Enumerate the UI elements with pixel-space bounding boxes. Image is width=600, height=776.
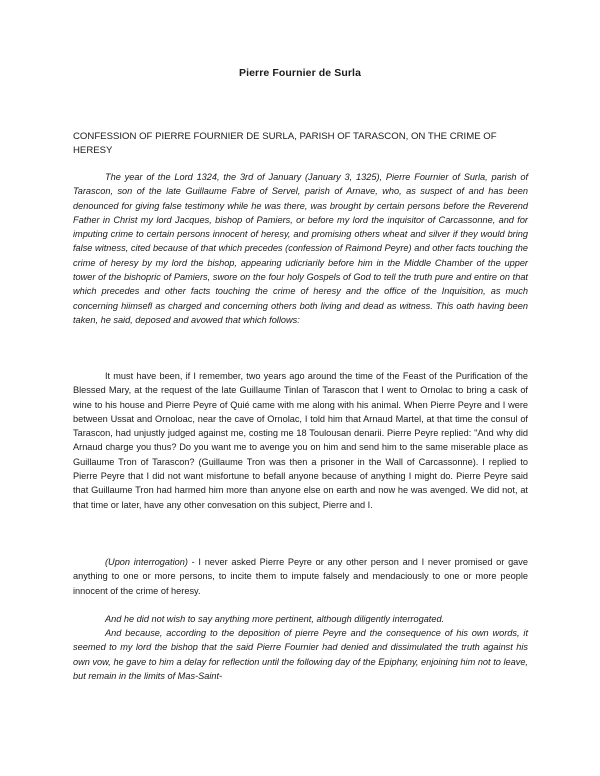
paragraph-testimony: It must have been, if I remember, two years ago around the time of the Feast of the Purification of the Blessed Mary, at the request of the late Guillaume Tinlan of Tarascon that I went to Ornolac to bring a cask of wine to his house and Pierre Peyre of Quié came with me along with his animal. When Pierre Peyre and I were between Ussat and Ornoloac, near the cave of Ornolac, I told him that Arnaud Martel, at that time the consul of Tarascon, had unjustly judged against me, costing me 18 Toulousan denarii. Pierre Peyre replied: "And why did Arnaud charge you thus? Do you want me to avenge you on him and send him to the same miserable place as Guillaume Tron of Tarascon? (Guillaume Tron was then a prisoner in the Wall of Carcassonne). I replied to Pierre Peyre that I did not want misfortune to befall anyone because of anything I might do. Pierre Peyre said that Guillaume Tron had harmed him more than anyone else on earth and now he was avenged. We did not, at that time or later, have any other convesation on this subject, Pierre and I. — [73, 371, 528, 510]
paragraph-interrogation — [73, 555, 528, 598]
paragraph-no-more: And he did not wish to say anything more pertinent, although diligently interrogated. — [105, 614, 445, 624]
paragraph-preamble: The year of the Lord 1324, the 3rd of January (January 3, 1325), Pierre Fournier of Surla, parish of Tarascon, son of the late Guillaume Fabre of Servel, parish of Arnave, who, as suspect of and has been denounced for giving false testimony while he was there, was brought by certain persons before the Reverend Father in Christ my lord Jacques, bishop of Pamiers, or before my lord the inquisitor of Carcassonne, and for imputing crime to certain persons innocent of heresy, and promising others wheat and silver if they would bring false witness, cited because of that which precedes (confession of Raimond Peyre) and other facts touching the crime of heresy by my lord the bishop, appearing udicriarily before him in the Middle Chamber of the upper tower of the bishopric of Pamiers, swore on the four holy Gospels of God to tell the truth pure and entire on that which precedes and other facts touching the crime of heresy and the office of the Inquisition, as much concerning hiimsefl as charged and concerning others both living and dead as witness. This oath having been taken, he said, deposed and avowed that which follows: — [73, 172, 528, 325]
page-title: Pierre Fournier de Surla — [238, 67, 362, 79]
interrogation-lead: (Upon interrogation) — [105, 557, 188, 567]
interrogation-text: - I never asked Pierre Peyre or any other person and I never promised or gave anything to one or more persons, to incite them to impute falsely and mendaciously to one or more people innocent of the crime of heresy. — [73, 557, 528, 596]
confession-heading: CONFESSION OF PIERRE FOURNIER DE SURLA, PARISH OF TARASCON, ON THE CRIME OF HERESY — [73, 131, 497, 156]
paragraph-delay: And because, according to the deposition of pierre Peyre and the consequence of his own words, it seemed to my lord the bishop that the said Pierre Fournier had denied and dissimulated the truth against his own vow, he gave to him a delay for reflection until the following day of the Epiphany, enjoining him not to leave, but remain in the limits of Mas-Saint- — [73, 628, 528, 681]
